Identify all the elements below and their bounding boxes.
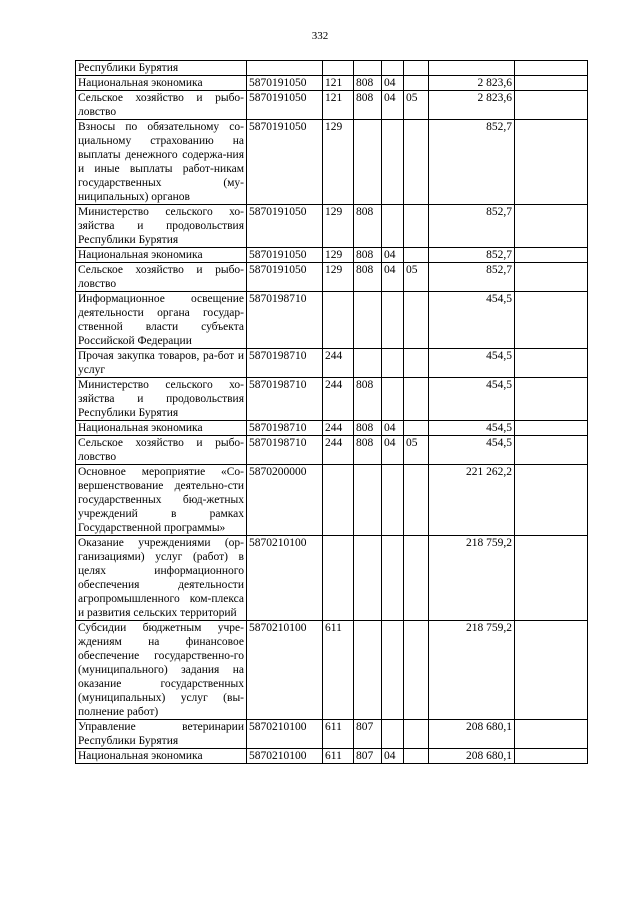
cell-expense-type: 611 xyxy=(323,621,354,720)
cell-expense-type: 121 xyxy=(323,91,354,120)
cell-department: 807 xyxy=(354,720,382,749)
cell-department: 808 xyxy=(354,91,382,120)
cell-section: 04 xyxy=(382,436,404,465)
cell-expense-type xyxy=(323,536,354,621)
cell-subsection xyxy=(404,120,429,205)
cell-subsection xyxy=(404,61,429,76)
cell-target-article: 5870210100 xyxy=(247,720,323,749)
page-number: 332 xyxy=(311,30,329,42)
cell-target-article: 5870210100 xyxy=(247,536,323,621)
table-row xyxy=(76,749,588,764)
cell-target-article: 5870198710 xyxy=(247,421,323,436)
table-row xyxy=(76,349,588,378)
cell-section: 04 xyxy=(382,749,404,764)
table-row xyxy=(76,536,588,621)
cell-extra xyxy=(515,349,588,378)
cell-name: Взносы по обязательному со-циальному страхованию на выплаты денежного содержа-ния и иные выплаты работ-никам государственных (му-ниципальных) органов xyxy=(76,120,247,205)
cell-department xyxy=(354,349,382,378)
table-row xyxy=(76,378,588,421)
cell-section: 04 xyxy=(382,421,404,436)
cell-department: 808 xyxy=(354,421,382,436)
cell-expense-type: 121 xyxy=(323,76,354,91)
cell-name: Управление ветеринарии Республики Бурятия xyxy=(76,720,247,749)
cell-subsection: 05 xyxy=(404,91,429,120)
cell-extra xyxy=(515,91,588,120)
cell-extra xyxy=(515,292,588,349)
cell-expense-type xyxy=(323,61,354,76)
cell-extra xyxy=(515,621,588,720)
cell-name: Сельское хозяйство и рыбо-ловство xyxy=(76,263,247,292)
cell-department xyxy=(354,536,382,621)
cell-expense-type: 611 xyxy=(323,749,354,764)
cell-subsection xyxy=(404,465,429,536)
cell-amount xyxy=(429,61,515,76)
cell-amount: 454,5 xyxy=(429,349,515,378)
cell-department xyxy=(354,292,382,349)
cell-subsection xyxy=(404,421,429,436)
cell-name: Республики Бурятия xyxy=(76,61,247,76)
table-row xyxy=(76,621,588,720)
cell-target-article: 5870191050 xyxy=(247,120,323,205)
cell-target-article: 5870210100 xyxy=(247,749,323,764)
cell-name: Министерство сельского хо-зяйства и продовольствия Республики Бурятия xyxy=(76,205,247,248)
table-row xyxy=(76,263,588,292)
cell-target-article: 5870198710 xyxy=(247,292,323,349)
cell-extra xyxy=(515,76,588,91)
cell-department xyxy=(354,621,382,720)
cell-subsection xyxy=(404,378,429,421)
table-row xyxy=(76,205,588,248)
cell-expense-type: 244 xyxy=(323,349,354,378)
table-row xyxy=(76,76,588,91)
cell-extra xyxy=(515,465,588,536)
cell-section: 04 xyxy=(382,76,404,91)
cell-target-article: 5870191050 xyxy=(247,263,323,292)
cell-name: Сельское хозяйство и рыбо-ловство xyxy=(76,436,247,465)
cell-extra xyxy=(515,205,588,248)
cell-expense-type xyxy=(323,465,354,536)
table-row xyxy=(76,436,588,465)
cell-amount: 218 759,2 xyxy=(429,621,515,720)
cell-expense-type: 244 xyxy=(323,436,354,465)
table-row xyxy=(76,91,588,120)
cell-extra xyxy=(515,61,588,76)
cell-subsection xyxy=(404,349,429,378)
cell-section xyxy=(382,465,404,536)
cell-amount: 454,5 xyxy=(429,436,515,465)
cell-name: Национальная экономика xyxy=(76,421,247,436)
cell-amount: 852,7 xyxy=(429,263,515,292)
cell-section xyxy=(382,292,404,349)
cell-expense-type: 244 xyxy=(323,378,354,421)
cell-amount: 454,5 xyxy=(429,292,515,349)
table-row xyxy=(76,292,588,349)
table-row xyxy=(76,120,588,205)
cell-target-article: 5870191050 xyxy=(247,76,323,91)
cell-name: Министерство сельского хо-зяйства и продовольствия Республики Бурятия xyxy=(76,378,247,421)
cell-department: 808 xyxy=(354,76,382,91)
cell-extra xyxy=(515,436,588,465)
cell-extra xyxy=(515,536,588,621)
cell-target-article: 5870198710 xyxy=(247,378,323,421)
cell-target-article: 5870210100 xyxy=(247,621,323,720)
table-row xyxy=(76,61,588,76)
cell-amount: 454,5 xyxy=(429,421,515,436)
cell-amount: 208 680,1 xyxy=(429,720,515,749)
cell-amount: 2 823,6 xyxy=(429,76,515,91)
cell-subsection xyxy=(404,292,429,349)
cell-expense-type: 129 xyxy=(323,263,354,292)
cell-expense-type xyxy=(323,292,354,349)
cell-section xyxy=(382,378,404,421)
cell-extra xyxy=(515,421,588,436)
cell-name: Национальная экономика xyxy=(76,749,247,764)
cell-department xyxy=(354,465,382,536)
cell-extra xyxy=(515,378,588,421)
cell-expense-type: 129 xyxy=(323,248,354,263)
cell-section xyxy=(382,205,404,248)
cell-section xyxy=(382,61,404,76)
cell-expense-type: 129 xyxy=(323,120,354,205)
cell-amount: 2 823,6 xyxy=(429,91,515,120)
cell-extra xyxy=(515,248,588,263)
cell-target-article: 5870191050 xyxy=(247,248,323,263)
cell-name: Прочая закупка товаров, ра-бот и услуг xyxy=(76,349,247,378)
cell-department: 808 xyxy=(354,378,382,421)
cell-section xyxy=(382,349,404,378)
cell-department: 808 xyxy=(354,205,382,248)
cell-name: Сельское хозяйство и рыбо-ловство xyxy=(76,91,247,120)
cell-subsection xyxy=(404,621,429,720)
cell-department: 808 xyxy=(354,436,382,465)
cell-target-article xyxy=(247,61,323,76)
table-row xyxy=(76,465,588,536)
table-row xyxy=(76,248,588,263)
cell-extra xyxy=(515,720,588,749)
cell-amount: 852,7 xyxy=(429,120,515,205)
budget-table xyxy=(75,60,588,764)
cell-target-article: 5870191050 xyxy=(247,205,323,248)
cell-department: 808 xyxy=(354,248,382,263)
cell-target-article: 5870198710 xyxy=(247,436,323,465)
cell-amount: 218 759,2 xyxy=(429,536,515,621)
cell-name: Информационное освещение деятельности органа государ-ственной власти субъекта Российской Федерации xyxy=(76,292,247,349)
cell-name: Основное мероприятие «Со-вершенствование деятельно-сти государственных бюд-жетных учреждений в рамках Государственной программы» xyxy=(76,465,247,536)
cell-subsection xyxy=(404,205,429,248)
cell-department xyxy=(354,120,382,205)
cell-section: 04 xyxy=(382,263,404,292)
cell-section xyxy=(382,720,404,749)
cell-section xyxy=(382,621,404,720)
cell-extra xyxy=(515,120,588,205)
cell-section: 04 xyxy=(382,248,404,263)
table-body xyxy=(76,61,588,764)
cell-subsection: 05 xyxy=(404,263,429,292)
cell-department xyxy=(354,61,382,76)
cell-name: Оказание учреждениями (ор-ганизациями) услуг (работ) в целях информационного обеспечения деятельности агропромышленного ком-плекса и развития сельских территорий xyxy=(76,536,247,621)
cell-target-article: 5870200000 xyxy=(247,465,323,536)
cell-amount: 852,7 xyxy=(429,205,515,248)
cell-subsection xyxy=(404,248,429,263)
cell-section xyxy=(382,120,404,205)
cell-name: Субсидии бюджетным учре-ждениям на финансовое обеспечение государственно-го (муниципального) задания на оказание государственных (муниципальных) услуг (вы-полнение работ) xyxy=(76,621,247,720)
cell-extra xyxy=(515,749,588,764)
cell-name: Национальная экономика xyxy=(76,248,247,263)
cell-section xyxy=(382,536,404,621)
cell-extra xyxy=(515,263,588,292)
cell-subsection: 05 xyxy=(404,436,429,465)
cell-name: Национальная экономика xyxy=(76,76,247,91)
cell-amount: 208 680,1 xyxy=(429,749,515,764)
cell-subsection xyxy=(404,536,429,621)
cell-subsection xyxy=(404,720,429,749)
cell-department: 808 xyxy=(354,263,382,292)
cell-target-article: 5870198710 xyxy=(247,349,323,378)
cell-subsection xyxy=(404,749,429,764)
cell-target-article: 5870191050 xyxy=(247,91,323,120)
cell-department: 807 xyxy=(354,749,382,764)
cell-subsection xyxy=(404,76,429,91)
table-row xyxy=(76,421,588,436)
cell-expense-type: 129 xyxy=(323,205,354,248)
cell-amount: 852,7 xyxy=(429,248,515,263)
cell-section: 04 xyxy=(382,91,404,120)
cell-amount: 454,5 xyxy=(429,378,515,421)
cell-amount: 221 262,2 xyxy=(429,465,515,536)
table-row xyxy=(76,720,588,749)
cell-expense-type: 611 xyxy=(323,720,354,749)
cell-expense-type: 244 xyxy=(323,421,354,436)
